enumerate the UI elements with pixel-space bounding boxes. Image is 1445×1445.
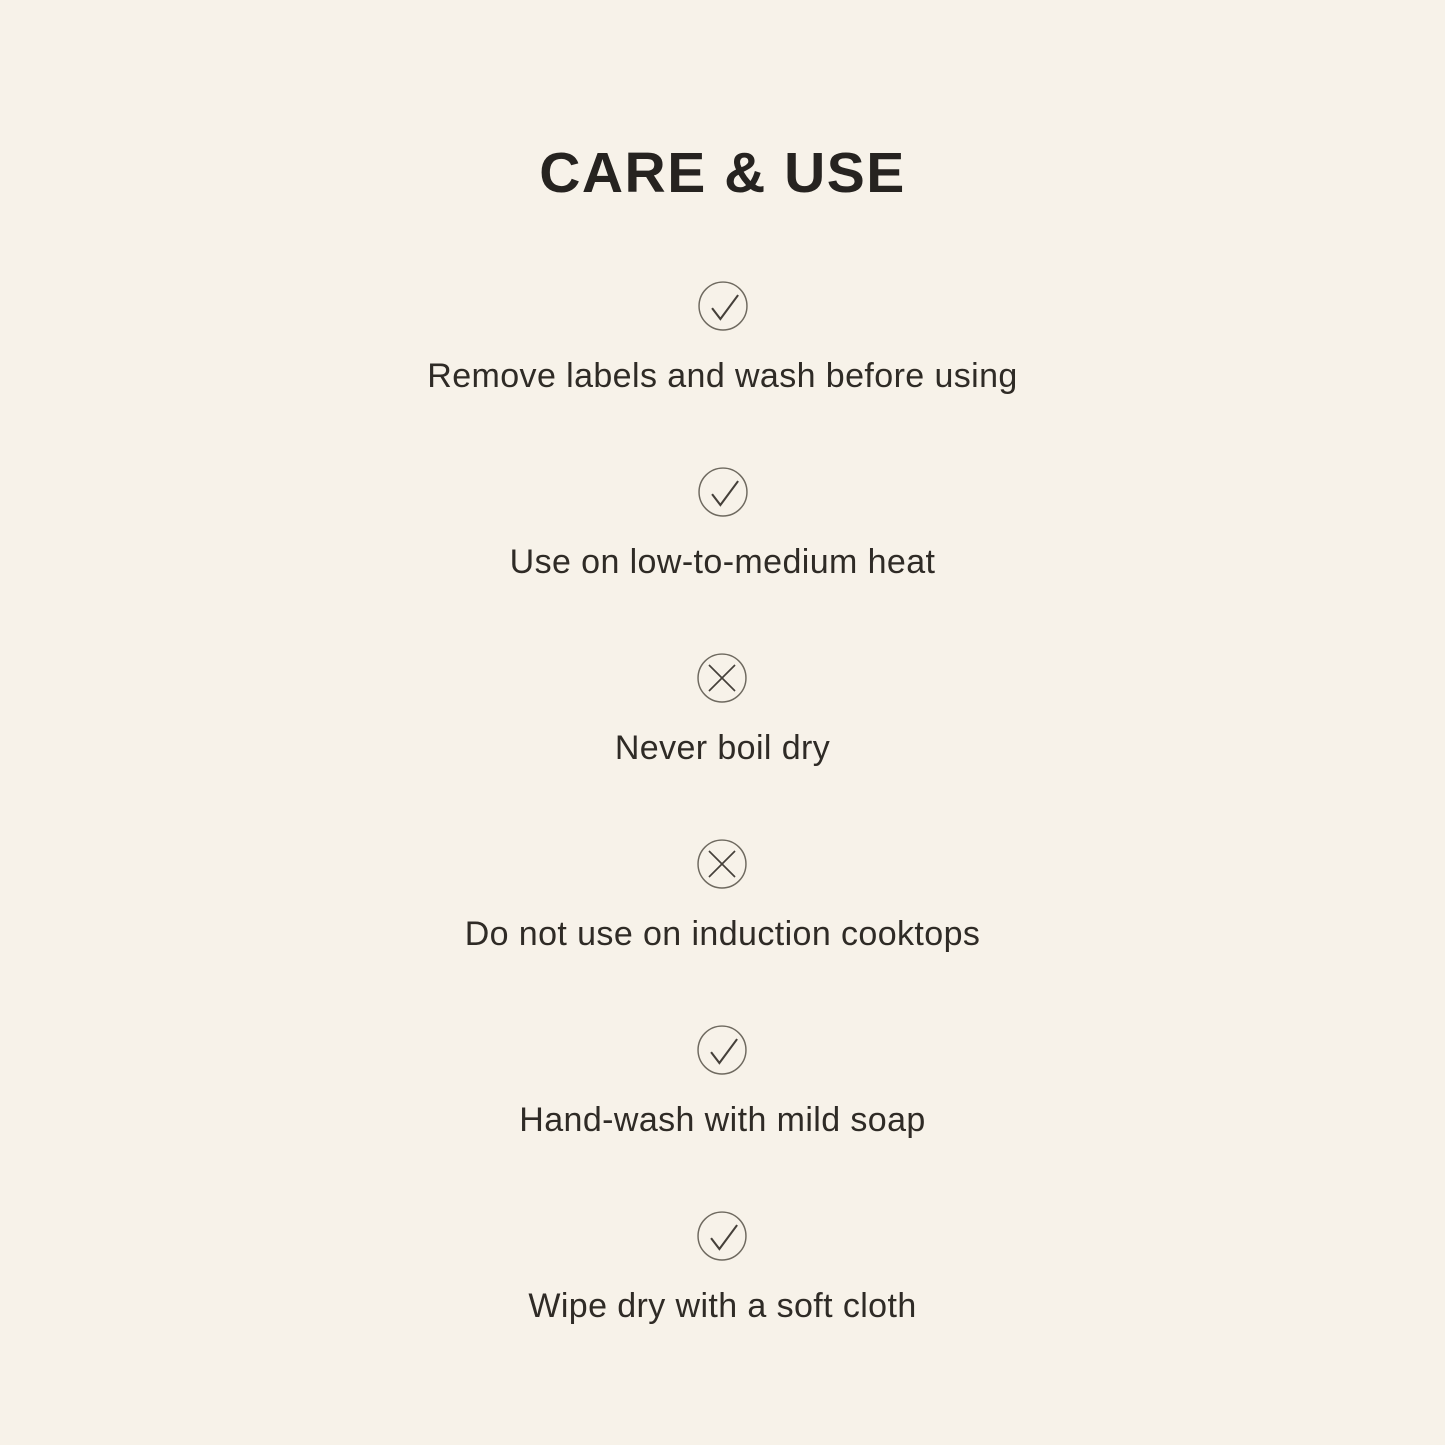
check-circle-icon: [698, 281, 748, 331]
cross-circle-icon: [697, 839, 747, 889]
check-circle-icon: [698, 467, 748, 517]
check-circle-icon: [697, 1025, 747, 1075]
page-title: CARE & USE: [539, 141, 906, 206]
list-item: [427, 281, 1017, 398]
item-label: Remove labels and wash before using: [427, 357, 1018, 396]
item-label: Wipe dry with a soft cloth: [528, 1287, 917, 1326]
care-list: [0, 281, 1445, 1328]
list-item: [510, 467, 936, 584]
item-label: Hand-wash with mild soap: [519, 1101, 926, 1140]
list-item: [615, 653, 830, 770]
cross-circle-icon: [697, 653, 747, 703]
list-item: [465, 839, 981, 956]
list-item: [519, 1025, 925, 1142]
item-label: Never boil dry: [614, 729, 831, 768]
item-label: Use on low-to-medium heat: [509, 543, 936, 582]
item-label: Do not use on induction cooktops: [464, 915, 981, 954]
list-item: [528, 1211, 916, 1328]
check-circle-icon: [697, 1211, 747, 1261]
